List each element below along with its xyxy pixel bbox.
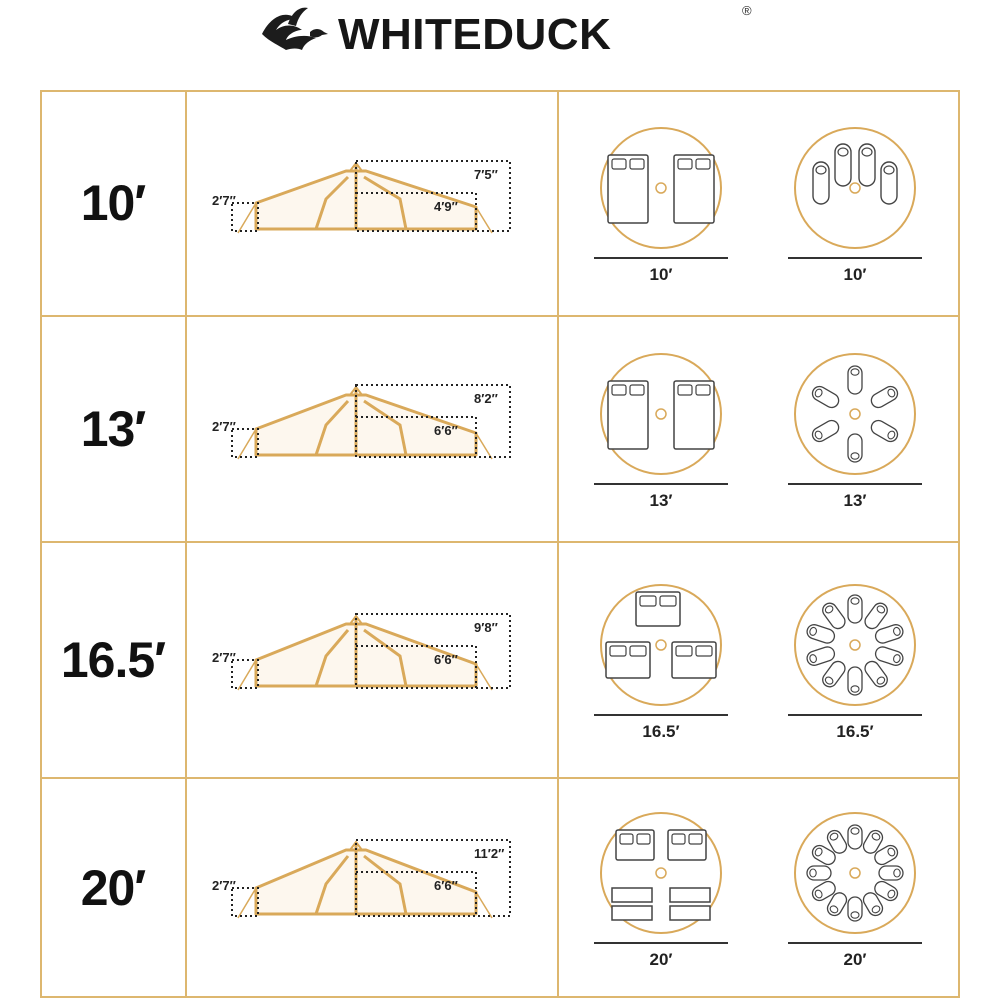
bed-layout-floorplan: [586, 123, 736, 253]
cot-shape: [670, 906, 710, 920]
sleeping-bag-icon: [848, 897, 862, 921]
bed-layout-floorplan: [586, 580, 736, 710]
size-cell: [40, 542, 186, 778]
tent-elevation-cell: [186, 316, 558, 542]
tent-elevation-cell: [186, 778, 558, 998]
sleeping-bag-body: [848, 825, 862, 849]
bed-layout-diameter-label: 16.5′: [642, 722, 680, 741]
bag-layout-diameter-label: 13′: [843, 491, 867, 510]
pillow-shape: [689, 834, 702, 844]
sleeping-bag-body: [848, 366, 862, 394]
sleeping-bag-icon: [848, 825, 862, 849]
sleeping-bag-icon: [807, 866, 831, 880]
sleeping-bag-body: [881, 162, 897, 204]
layout-cell: [558, 778, 960, 998]
pillow-shape: [696, 159, 710, 169]
table-row: [40, 90, 960, 316]
sleeping-bag-layout-floorplan: [780, 123, 930, 253]
guy-rope-right: [476, 207, 492, 233]
pillow-shape: [678, 159, 692, 169]
sleeping-bag-layout-floorplan: [780, 349, 930, 479]
sleeping-bag-icon: [879, 866, 903, 880]
sleeping-bag-icon: [848, 595, 862, 623]
sleeping-bag-icon: [848, 434, 862, 462]
pillow-shape: [620, 834, 633, 844]
bag-layout-diameter-label: 16.5′: [836, 722, 874, 741]
sleeping-bag-body: [879, 866, 903, 880]
guy-rope-left: [238, 203, 256, 233]
door-height-label: 6′6″: [434, 423, 458, 438]
sleeping-bag-icon: [848, 366, 862, 394]
sleeping-bag-body: [835, 144, 851, 186]
wall-height-label: 2′7″: [212, 878, 236, 893]
pillow-shape: [696, 385, 710, 395]
sleeping-bag-icon: [859, 144, 875, 186]
tent-size-label: 20′: [80, 860, 146, 916]
guy-rope-right: [476, 664, 492, 690]
wall-height-label: 2′7″: [212, 193, 236, 208]
door-height-label: 6′6″: [434, 652, 458, 667]
wall-height-label: 2′7″: [212, 419, 236, 434]
tent-size-label: 10′: [80, 175, 146, 231]
bed-layout-diameter-label: 13′: [649, 491, 673, 510]
size-cell: [40, 778, 186, 998]
bell-tent-elevation-drawing: [186, 153, 558, 253]
sleeping-bag-body: [859, 144, 875, 186]
door-height-label: 4′9″: [434, 199, 458, 214]
layout-cell: [558, 542, 960, 778]
bed-layout-diameter-label: 20′: [649, 950, 673, 969]
tent-size-label: 16.5′: [60, 632, 166, 688]
pillow-shape: [672, 834, 685, 844]
tent-elevation-cell: [186, 542, 558, 778]
bag-layout-diameter-label: 10′: [843, 265, 867, 284]
layout-cell: [558, 316, 960, 542]
sleeping-bag-layout-floorplan: [780, 808, 930, 938]
peak-height-label: 8′2″: [474, 391, 498, 406]
peak-height-label: 9′8″: [474, 620, 498, 635]
tent-elevation-cell: [186, 90, 558, 316]
bag-layout-diameter-line: [788, 257, 922, 259]
pillow-shape: [630, 159, 644, 169]
pillow-shape: [696, 646, 712, 656]
size-cell: [40, 90, 186, 316]
size-comparison-table: [40, 90, 960, 998]
pillow-shape: [676, 646, 692, 656]
bag-layout-diameter-line: [788, 714, 922, 716]
bed-layout-floorplan: [586, 349, 736, 479]
pillow-shape: [640, 596, 656, 606]
size-cell: [40, 316, 186, 542]
guy-rope-left: [238, 888, 256, 918]
bed-layout-diameter-line: [594, 714, 728, 716]
sleeping-bag-icon: [813, 162, 829, 204]
pillow-shape: [612, 385, 626, 395]
pillow-shape: [630, 646, 646, 656]
layout-cell: [558, 90, 960, 316]
pillow-shape: [678, 385, 692, 395]
door-height-label: 6′6″: [434, 878, 458, 893]
pillow-shape: [637, 834, 650, 844]
guy-rope-left: [238, 660, 256, 690]
sleeping-bag-body: [848, 434, 862, 462]
bag-layout-diameter-label: 20′: [843, 950, 867, 969]
sleeping-bag-body: [848, 595, 862, 623]
sleeping-bag-body: [848, 667, 862, 695]
bed-layout-floorplan: [586, 808, 736, 938]
table-row: [40, 778, 960, 998]
sleeping-bag-layout-floorplan: [780, 580, 930, 710]
bell-tent-elevation-drawing: [186, 610, 558, 710]
peak-height-label: 11′2″: [474, 846, 505, 861]
table-row: [40, 542, 960, 778]
sleeping-bag-body: [848, 897, 862, 921]
bag-layout-diameter-line: [788, 942, 922, 944]
duck-logo-icon: [258, 4, 330, 60]
guy-rope-right: [476, 433, 492, 459]
pillow-shape: [610, 646, 626, 656]
guy-rope-left: [238, 429, 256, 459]
brand-name: WHITEDUCK: [338, 10, 612, 59]
sleeping-bag-body: [813, 162, 829, 204]
sleeping-bag-icon: [835, 144, 851, 186]
pillow-shape: [660, 596, 676, 606]
cot-shape: [612, 888, 652, 902]
sleeping-bag-body: [807, 866, 831, 880]
tent-size-label: 13′: [80, 401, 146, 457]
cot-shape: [612, 906, 652, 920]
pillow-shape: [612, 159, 626, 169]
sleeping-bag-icon: [881, 162, 897, 204]
bed-layout-diameter-line: [594, 942, 728, 944]
bell-tent-elevation-drawing: [186, 379, 558, 479]
guy-rope-right: [476, 892, 492, 918]
cot-shape: [670, 888, 710, 902]
wall-height-label: 2′7″: [212, 650, 236, 665]
bed-layout-diameter-line: [594, 257, 728, 259]
pillow-shape: [630, 385, 644, 395]
sleeping-bag-icon: [848, 667, 862, 695]
table-row: [40, 316, 960, 542]
bag-layout-diameter-line: [788, 483, 922, 485]
bed-layout-diameter-line: [594, 483, 728, 485]
bed-layout-diameter-label: 10′: [649, 265, 673, 284]
peak-height-label: 7′5″: [474, 167, 498, 182]
header: [0, 0, 1000, 80]
registered-mark: ®: [742, 3, 752, 18]
